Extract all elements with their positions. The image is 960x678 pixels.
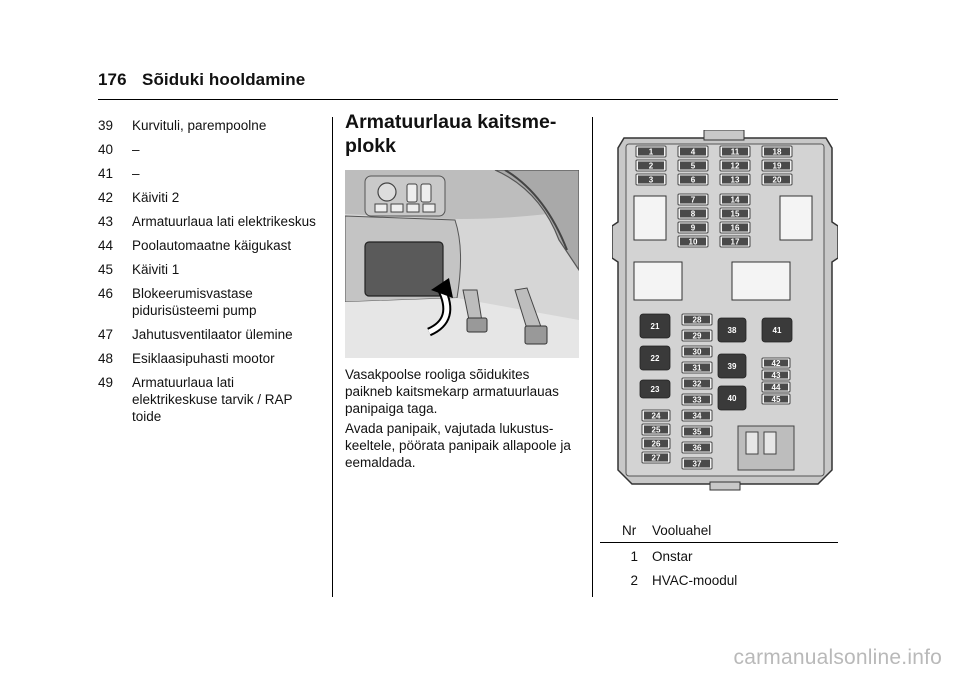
fuse-8 [678,208,708,219]
fuse-43 [762,370,790,380]
table-row [600,568,838,592]
svg-text:29: 29 [692,331,702,341]
svg-text:28: 28 [692,315,702,325]
fuse-1 [636,146,666,157]
svg-text:13: 13 [730,175,740,185]
item-number: 39 [98,118,114,133]
item-text: Käiviti 2 [132,190,180,205]
svg-text:45: 45 [771,395,781,404]
list-item [98,326,318,343]
fuse-list [98,117,318,432]
list-item [98,117,318,134]
item-number: 47 [98,327,114,342]
list-item [98,189,318,206]
fuse-10 [678,236,708,247]
relay-23 [640,380,670,398]
list-item [98,350,318,367]
header-circuit: Vooluahel [652,522,712,538]
fuse-3 [636,174,666,185]
circuit-table [600,518,838,592]
relay-22 [640,346,670,370]
cell-nr: 1 [630,548,638,564]
svg-text:10: 10 [688,237,698,247]
svg-text:38: 38 [727,326,737,335]
list-item [98,141,318,158]
table-rule [600,542,838,543]
svg-text:6: 6 [690,175,696,185]
item-number: 40 [98,142,114,157]
item-number: 42 [98,190,114,205]
watermark: carmanualsonline.info [733,646,942,669]
fuse-29 [682,330,712,341]
item-text: Blokeerumisvastase pidurisüsteemi pump [132,286,257,318]
fuse-14 [720,194,750,205]
item-text: Armatuurlaua lati elektrikeskuse tarvik / RAP toide [132,375,293,424]
item-text: Armatuurlaua lati elektrikeskus [132,214,316,229]
paragraph-removal: Avada panipaik, vajutada lukustus-keeltele, pöörata panipaik allapoole ja eemaldada. [345,421,571,470]
fuse-5 [678,160,708,171]
item-number: 41 [98,166,114,181]
relay-41 [762,318,792,342]
page-number: 176 [98,70,127,89]
svg-text:34: 34 [692,411,702,421]
svg-text:21: 21 [650,322,660,331]
fuse-2 [636,160,666,171]
svg-text:37: 37 [692,459,702,469]
svg-text:31: 31 [692,363,702,373]
cell-circuit: HVAC-moodul [652,572,738,588]
svg-text:15: 15 [730,209,740,219]
list-item [98,261,318,278]
fuse-36 [682,442,712,453]
item-number: 45 [98,262,114,277]
svg-text:39: 39 [727,362,737,371]
item-text: – [132,166,140,181]
svg-text:24: 24 [651,411,661,421]
svg-text:7: 7 [690,195,696,205]
fuse-44 [762,382,790,392]
svg-text:36: 36 [692,443,702,453]
fuse-32 [682,378,712,389]
item-number: 46 [98,286,114,301]
svg-text:41: 41 [772,326,782,335]
fuse-17 [720,236,750,247]
fuse-20 [762,174,792,185]
fuse-12 [720,160,750,171]
item-text: Poolautomaatne käigukast [132,238,292,253]
svg-text:22: 22 [650,354,660,363]
fuse-16 [720,222,750,233]
item-text: Kurvituli, parempoolne [132,118,267,133]
svg-text:18: 18 [772,147,782,157]
list-item [98,285,318,319]
item-number: 49 [98,375,114,390]
section-heading [345,110,580,158]
item-number: 44 [98,238,114,253]
fuse-7 [678,194,708,205]
fuse-42 [762,358,790,368]
section-title-line1: Armatuurlaua kaitsme- [345,111,557,133]
svg-text:9: 9 [690,223,696,233]
fuse-37 [682,458,712,469]
list-item [98,165,318,182]
svg-text:30: 30 [692,347,702,357]
item-text: Esiklaasipuhasti mootor [132,351,275,366]
fuse-30 [682,346,712,357]
svg-text:42: 42 [771,359,781,368]
svg-text:11: 11 [730,147,740,157]
item-number: 48 [98,351,114,366]
svg-text:20: 20 [772,175,782,185]
svg-text:1: 1 [648,147,654,157]
page-header [98,70,305,90]
item-number: 43 [98,214,114,229]
fuse-34 [682,410,712,421]
fuse-4 [678,146,708,157]
svg-text:43: 43 [771,371,781,380]
column-divider [332,117,333,597]
svg-text:5: 5 [690,161,696,171]
fuse-26 [642,438,670,449]
header-rule [98,99,838,100]
fuse-35 [682,426,712,437]
cell-nr: 2 [630,572,638,588]
fuse-9 [678,222,708,233]
list-item [98,237,318,254]
dashboard-illustration [345,170,579,358]
svg-text:12: 12 [730,161,740,171]
paragraph-location: Vasakpoolse rooliga sõidukites paikneb kaitsmekarp armatuurlauas panipaiga taga. [345,367,559,416]
svg-text:16: 16 [730,223,740,233]
item-text: Käiviti 1 [132,262,180,277]
cell-circuit: Onstar [652,548,693,564]
fuse-13 [720,174,750,185]
relay-21 [640,314,670,338]
svg-text:14: 14 [730,195,740,205]
svg-text:26: 26 [651,439,661,449]
fuse-25 [642,424,670,435]
list-item [98,213,318,230]
svg-text:44: 44 [771,383,781,392]
svg-text:2: 2 [648,161,654,171]
fuse-15 [720,208,750,219]
svg-text:33: 33 [692,395,702,405]
fuse-27 [642,452,670,463]
fuse-18 [762,146,792,157]
header-nr: Nr [622,522,637,538]
svg-text:40: 40 [727,394,737,403]
item-text: – [132,142,140,157]
svg-text:23: 23 [650,385,660,394]
relay-38 [718,318,746,342]
column-divider [592,117,593,597]
relay-40 [718,386,746,410]
item-text: Jahutusventilaator ülemine [132,327,293,342]
list-item [98,374,318,425]
fuse-6 [678,174,708,185]
svg-text:3: 3 [648,175,654,185]
fuse-28 [682,314,712,325]
svg-text:19: 19 [772,161,782,171]
fuse-24 [642,410,670,421]
fuse-45 [762,394,790,404]
fuse-19 [762,160,792,171]
section-title-line2: plokk [345,135,396,157]
svg-text:32: 32 [692,379,702,389]
page-title: Sõiduki hooldamine [142,70,306,89]
table-row [600,544,838,568]
table-header [600,518,838,542]
svg-text:27: 27 [651,453,661,463]
fuse-11 [720,146,750,157]
fuse-33 [682,394,712,405]
fuse-31 [682,362,712,373]
svg-text:35: 35 [692,427,702,437]
svg-text:17: 17 [730,237,740,247]
svg-text:4: 4 [690,147,696,157]
svg-text:8: 8 [690,209,696,219]
relay-39 [718,354,746,378]
svg-text:25: 25 [651,425,661,435]
fuse-box-diagram [612,130,838,492]
